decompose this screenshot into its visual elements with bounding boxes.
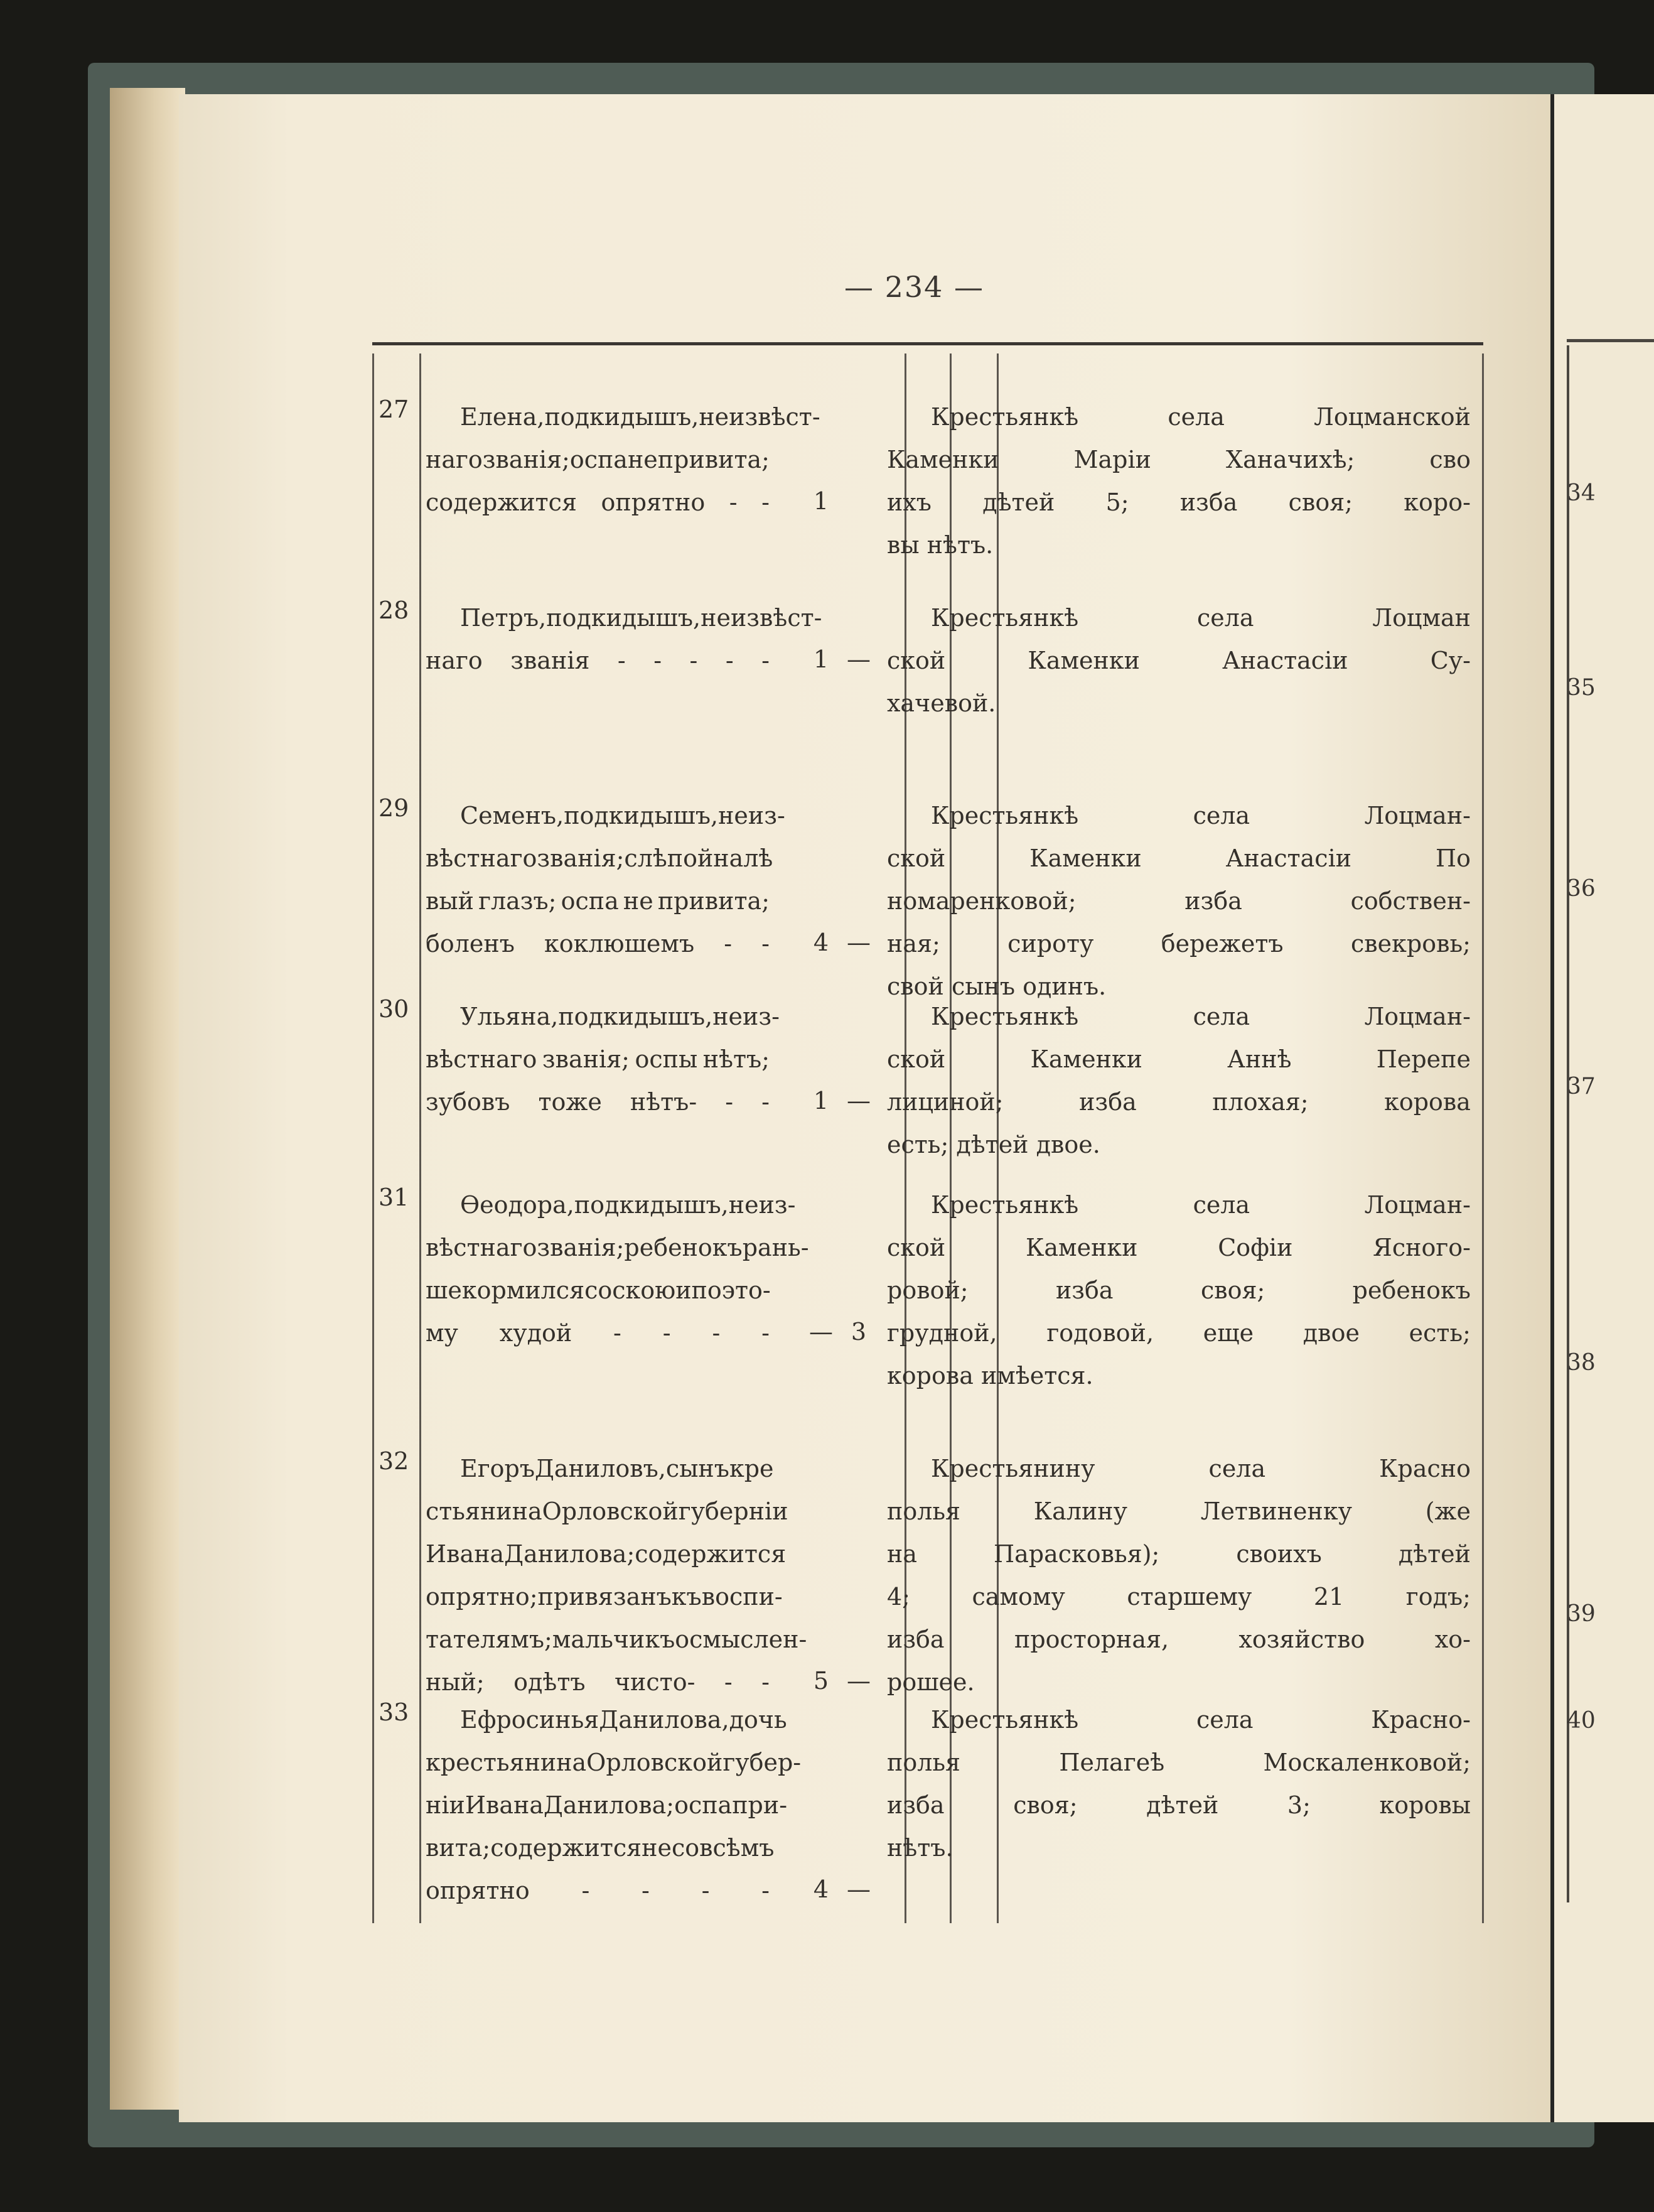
column-divider [372,353,374,1923]
recipient-line: ровой; изба своя; ребенокъ [887,1276,1471,1304]
description-line: вѣстнаго званія; слѣпой на лѣ [426,844,773,872]
recipient-description [887,794,1471,1008]
recipient-line: Крестьянину села Красно [931,1455,1471,1482]
recipient-description [887,1447,1471,1703]
recipient-line: номаренковой; изба собствен- [887,887,1471,915]
count-column-b: — [847,1667,871,1695]
recipient-description [887,1184,1471,1397]
recipient-line: Крестьянкѣ села Красно- [931,1706,1471,1734]
recipient-line: свой сынъ одинъ. [887,973,1107,1000]
adjacent-page-column-line [1567,345,1569,1902]
recipient-line: есть; дѣтей двое. [887,1131,1100,1158]
recipient-description [887,1698,1471,1869]
adjacent-entry-number: 37 [1567,1074,1596,1099]
description-line: наго званія; оспа не привита; [426,446,770,473]
recipient-line: Крестьянкѣ села Лоцман [931,604,1471,632]
description-line: Семенъ, подкидышъ, неиз- [460,802,785,829]
recipient-line: ихъ дѣтей 5; изба своя; коро- [887,488,1471,516]
recipient-line: рошее. [887,1668,975,1696]
count-column-a: 1 [813,645,829,673]
description-line: Елена, подкидышъ, неизвѣст- [460,403,820,431]
recipient-line: хачевой. [887,689,996,717]
count-column-a: 1 [813,1087,829,1114]
description-line: Ивана Данилова; содержится [426,1540,787,1568]
description-line: боленъ коклюшемъ - - [426,930,770,958]
description-line: зубовъ тоже нѣтъ- - - [426,1088,770,1116]
recipient-line: 4; самому старшему 21 годъ; [887,1583,1471,1610]
description-line: вый глазъ; оспа не привита; [426,887,770,915]
recipient-line: ской Каменки Софіи Ясного- [887,1234,1471,1261]
recipient-line: ской Каменки Анастасіи По [887,844,1471,872]
adjacent-entry-number: 38 [1567,1350,1596,1376]
entry-number: 32 [379,1447,409,1475]
count-column-b: — [847,929,871,956]
child-description [426,1447,807,1703]
description-line: Ѳеодора, подкидышъ, неиз- [460,1191,796,1219]
child-description [426,1184,809,1354]
page-stack [110,88,185,2110]
description-line: вѣстнаго званія; оспы нѣтъ; [426,1045,770,1073]
recipient-line: лициной; изба плохая; корова [887,1088,1471,1116]
column-divider [1482,353,1484,1923]
recipient-line: ная; сироту бережетъ свекровь; [887,930,1471,958]
count-column-b: — [847,1875,871,1903]
recipient-line: Крестьянкѣ села Лоцман- [931,1191,1471,1219]
ledger-table [372,342,1483,1937]
entry-number: 27 [379,396,409,423]
description-line: му худой - - - - [426,1319,770,1347]
entry-number: 31 [379,1184,409,1211]
table-top-rule [372,342,1483,345]
recipient-line: полья Пелагеѣ Москаленковой; [887,1749,1471,1776]
recipient-line: полья Калину Летвиненку (же [887,1497,1471,1525]
adjacent-entry-number: 40 [1567,1708,1596,1734]
entry-number: 29 [379,794,409,822]
description-line: ше кормился соскою и поэто- [426,1276,771,1304]
recipient-line: ской Каменки Аннѣ Перепе [887,1045,1471,1073]
adjacent-entry-number: 36 [1567,876,1596,902]
entry-number: 28 [379,596,409,624]
child-description [426,1698,802,1912]
recipient-line: на Парасковья); своихъ дѣтей [887,1540,1471,1568]
entry-number: 30 [379,995,409,1023]
recipient-description [887,396,1471,566]
count-column-a: — [809,1318,833,1346]
description-line: наго званія - - - - - [426,647,770,674]
child-description [426,596,822,682]
recipient-line: вы нѣтъ. [887,531,994,559]
adjacent-entry-number: 35 [1567,675,1596,701]
description-line: тателямъ; мальчикъ осмыслен- [426,1626,807,1653]
recipient-line: грудной, годовой, еще двое есть; [887,1319,1471,1347]
child-description [426,995,780,1123]
count-column-b: — [847,1087,871,1114]
description-line: Петръ, подкидышъ, неизвѣст- [460,604,822,632]
child-description [426,794,785,965]
description-line: крестьянина Орловской губер- [426,1749,802,1776]
adjacent-page [1550,94,1654,2122]
description-line: стьянина Орловской губерніи [426,1497,788,1525]
count-column-a: 4 [813,1875,829,1903]
recipient-line: Крестьянкѣ села Лоцман- [931,802,1471,829]
recipient-line: корова имѣется. [887,1362,1093,1389]
description-line: Ефросинья Данилова, дочь [460,1706,787,1734]
count-column-b: 3 [851,1318,867,1346]
recipient-line: Крестьянкѣ села Лоцманской [931,403,1471,431]
adjacent-entry-number: 39 [1567,1601,1596,1627]
recipient-line: изба просторная, хозяйство хо- [887,1626,1471,1653]
description-line: опрятно - - - - [426,1877,770,1904]
child-description [426,396,820,524]
count-column-a: 1 [813,487,829,515]
adjacent-entry-number: 34 [1567,480,1596,506]
adjacent-page-rule [1567,339,1654,342]
description-line: Егоръ Даниловъ, сынъ кре [460,1455,774,1482]
description-line: вита; содержится не совсѣмъ [426,1834,775,1862]
description-line: содержится опрятно - - [426,488,770,516]
description-line: опрятно; привязанъ къ воспи- [426,1583,783,1610]
count-column-a: 4 [813,929,829,956]
description-line: вѣстнаго званія; ребенокъ рань- [426,1234,809,1261]
description-line: ный; одѣтъ чисто- - - [426,1668,770,1696]
recipient-line: нѣтъ. [887,1834,953,1862]
column-divider [419,353,421,1923]
description-line: ніи Ивана Данилова; оспа при- [426,1791,788,1819]
count-column-a: 5 [813,1667,829,1695]
page-number: — 234 — [844,270,985,304]
recipient-line: ской Каменки Анастасіи Су- [887,647,1471,674]
recipient-line: Крестьянкѣ села Лоцман- [931,1003,1471,1030]
description-line: Ульяна, подкидышъ, неиз- [460,1003,780,1030]
entry-number: 33 [379,1698,409,1726]
recipient-line: изба своя; дѣтей 3; коровы [887,1791,1471,1819]
recipient-line: Каменки Маріи Ханачихѣ; сво [887,446,1471,473]
recipient-description [887,596,1471,725]
recipient-description [887,995,1471,1166]
count-column-b: — [847,645,871,673]
